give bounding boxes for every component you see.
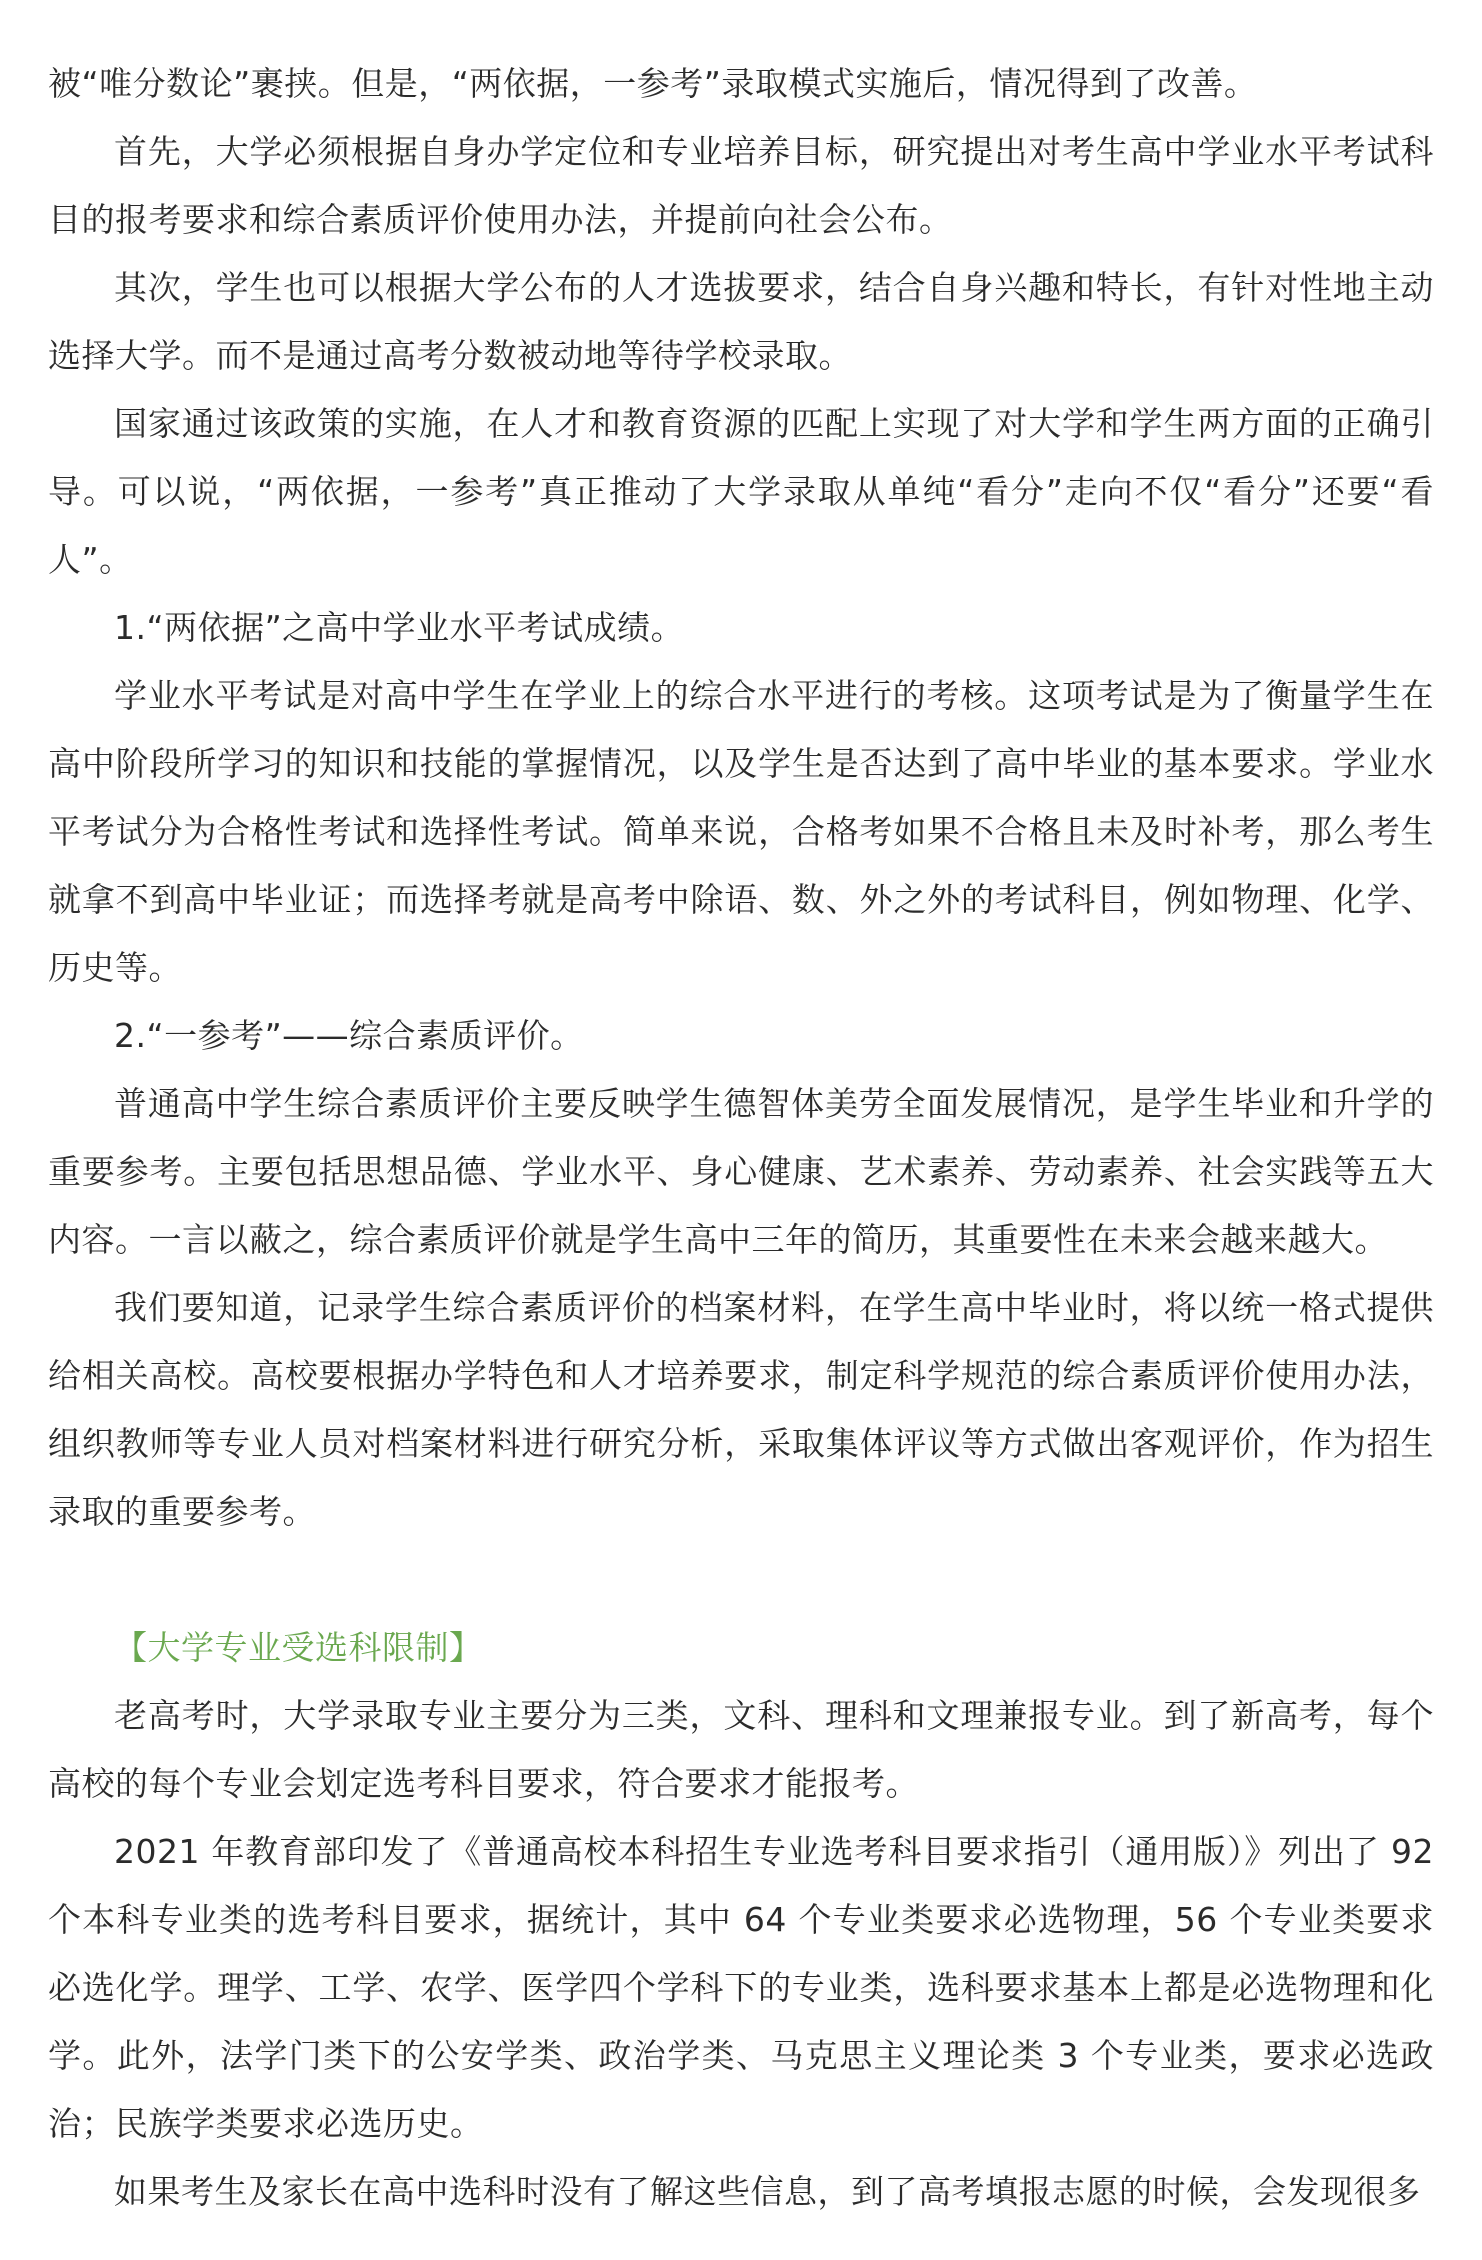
subheading-two-bases: 1.“两依据”之高中学业水平考试成绩。 [114,608,685,647]
section-spacer [48,1546,1434,1614]
paragraph-truncated: 如果考生及家长在高中选科时没有了解这些信息，到了高考填报志愿的时候，会发现很多 [114,2172,1421,2211]
paragraph: 普通高中学生综合素质评价主要反映学生德智体美劳全面发展情况，是学生毕业和升学的重要参考。主要包括思想品德、学业水平、身心健康、艺术素养、劳动素养、社会实践等五大内容。一言以蔽之，综合素质评价就是学生高中三年的简历，其重要性在未来会越来越大。 [48,1084,1434,1259]
paragraph: 老高考时，大学录取专业主要分为三类，文科、理科和文理兼报专业。到了新高考，每个高校的每个专业会划定选考科目要求，符合要求才能报考。 [48,1696,1434,1803]
subheading-one-reference: 2.“一参考”——综合素质评价。 [114,1016,584,1055]
article-body [48,50,1434,2226]
paragraph: 我们要知道，记录学生综合素质评价的档案材料，在学生高中毕业时，将以统一格式提供给相关高校。高校要根据办学特色和人才培养要求，制定科学规范的综合素质评价使用办法，组织教师等专业人员对档案材料进行研究分析，采取集体评议等方式做出客观评价，作为招生录取的重要参考。 [48,1288,1434,1531]
section-heading: 【大学专业受选科限制】 [114,1628,483,1667]
paragraph: 学业水平考试是对高中学生在学业上的综合水平进行的考核。这项考试是为了衡量学生在高中阶段所学习的知识和技能的掌握情况，以及学生是否达到了高中毕业的基本要求。学业水平考试分为合格性考试和选择性考试。简单来说，合格考如果不合格且未及时补考，那么考生就拿不到高中毕业证；而选择考就是高考中除语、数、外之外的考试科目，例如物理、化学、历史等。 [48,676,1434,987]
paragraph: 国家通过该政策的实施，在人才和教育资源的匹配上实现了对大学和学生两方面的正确引导。可以说，“两依据，一参考”真正推动了大学录取从单纯“看分”走向不仅“看分”还要“看人”。 [48,404,1434,579]
paragraph: 2021 年教育部印发了《普通高校本科招生专业选考科目要求指引（通用版）》列出了 92 个本科专业类的选考科目要求，据统计，其中 64 个专业类要求必选物理，56 个专业类要求必选化学。理学、工学、农学、医学四个学科下的专业类，选科要求基本上都是必选物理和化学。此外，法学门类下的公安学类、政治学类、马克思主义理论类 3 个专业类，要求必选政治；民族学类要求必选历史。 [48,1832,1434,2143]
paragraph-continued: 被“唯分数论”裹挟。但是，“两依据，一参考”录取模式实施后，情况得到了改善。 [48,64,1258,103]
paragraph: 其次，学生也可以根据大学公布的人才选拔要求，结合自身兴趣和特长，有针对性地主动选择大学。而不是通过高考分数被动地等待学校录取。 [48,268,1434,375]
paragraph: 首先，大学必须根据自身办学定位和专业培养目标，研究提出对考生高中学业水平考试科目的报考要求和综合素质评价使用办法，并提前向社会公布。 [48,132,1434,239]
